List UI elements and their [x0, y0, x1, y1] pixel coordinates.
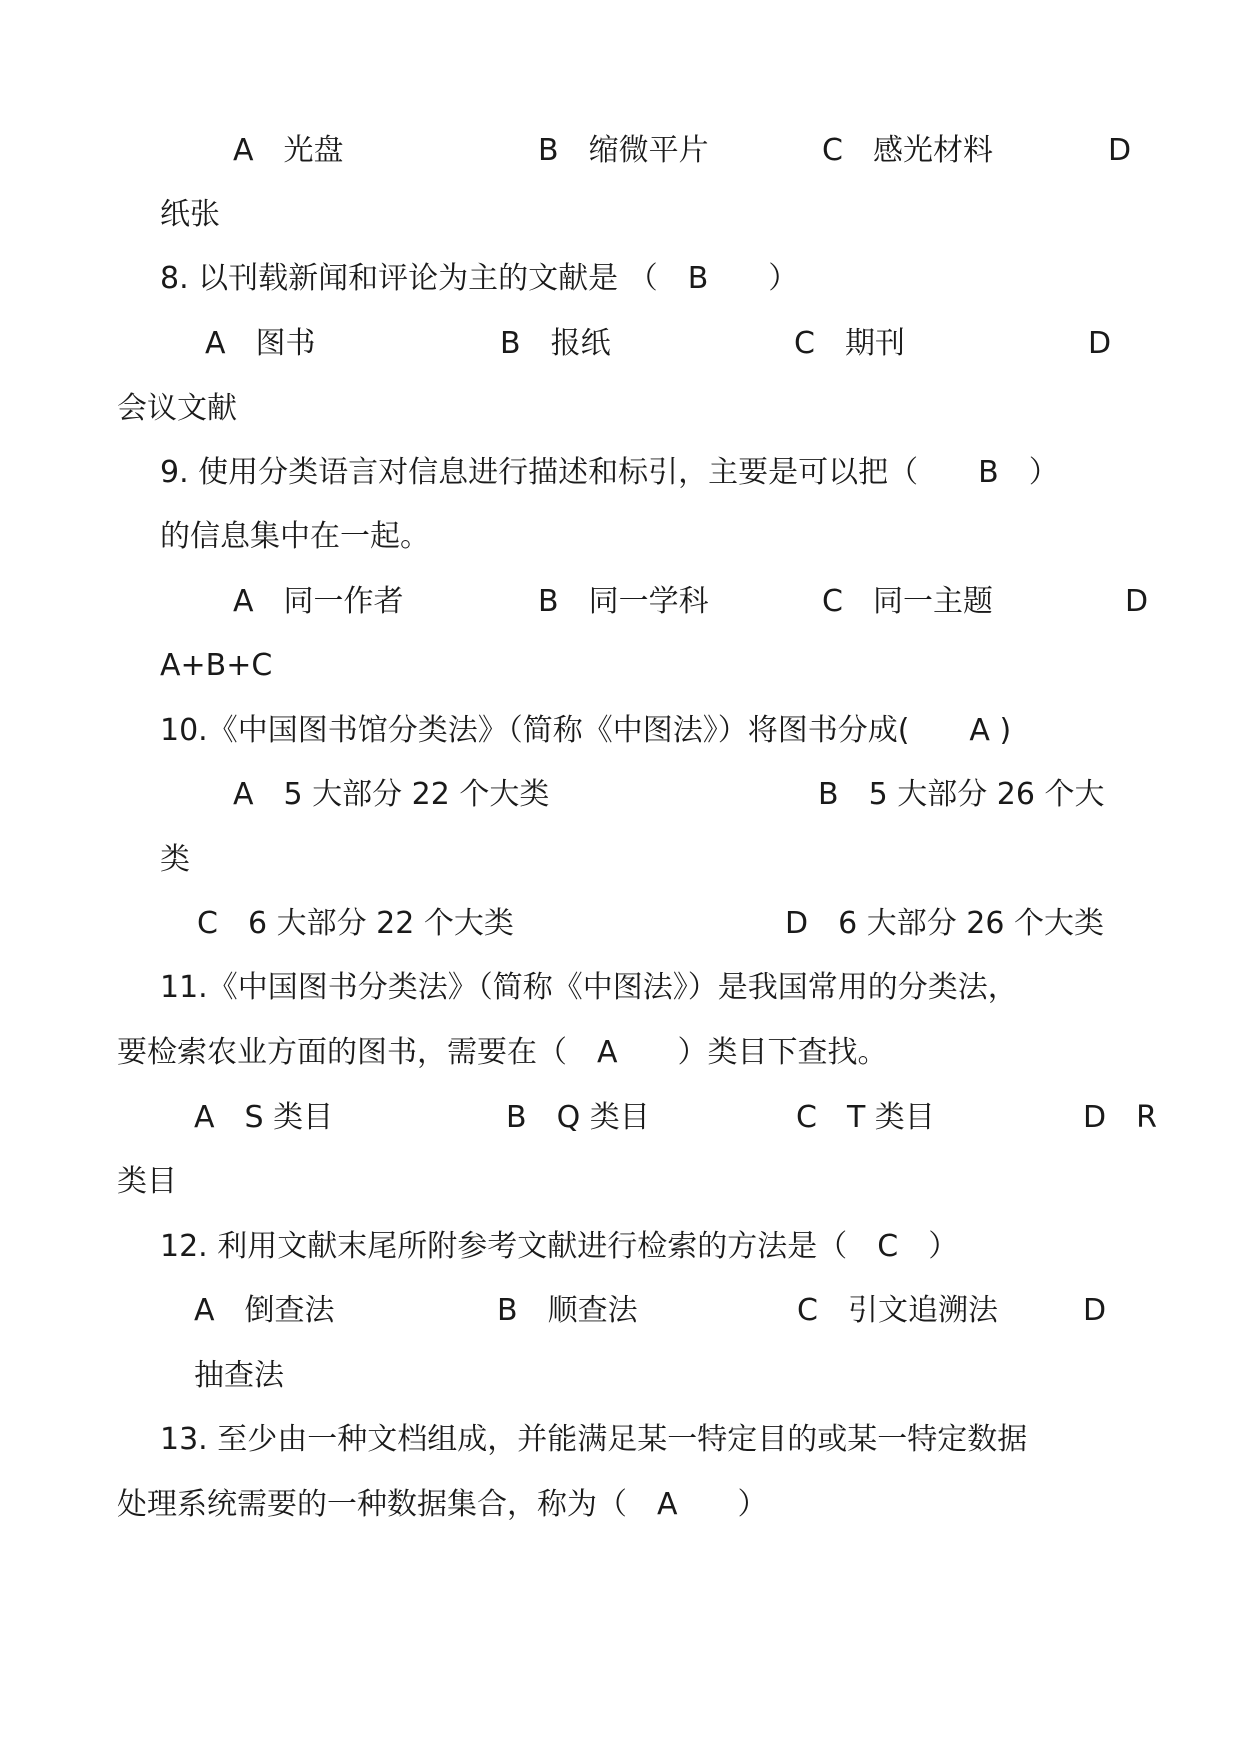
q11-stem-line1: 11.《中国图书分类法》（简称《中图法》）是我国常用的分类法， [160, 970, 1018, 1005]
q8-option-d: D [1088, 326, 1112, 361]
q11-option-d: D R [1083, 1100, 1157, 1135]
q7-option-c: C 感光材料 [822, 133, 993, 168]
q8-stem: 8. 以刊载新闻和评论为主的文献是 （ B ） [160, 261, 799, 296]
q9-option-a: A 同一作者 [233, 584, 404, 619]
q10-option-d: D 6 大部分 26 个大类 [785, 906, 1104, 941]
q9-option-c: C 同一主题 [822, 584, 993, 619]
q11-option-d-text: 类目 [117, 1164, 177, 1199]
q8-option-c: C 期刊 [794, 326, 905, 361]
q10-option-a: A 5 大部分 22 个大类 [233, 777, 550, 812]
q10-option-b-cont: 类 [160, 842, 190, 877]
q10-stem: 10.《中国图书馆分类法》（简称《中图法》）将图书分成( A ) [160, 713, 1012, 748]
q7-option-a: A 光盘 [233, 133, 344, 168]
q12-option-a: A 倒查法 [194, 1293, 335, 1328]
q12-stem: 12. 利用文献末尾所附参考文献进行检索的方法是（ C ） [160, 1229, 959, 1264]
q9-option-d-text: A+B+C [160, 648, 273, 683]
q11-option-c: C T 类目 [796, 1100, 935, 1135]
q9-option-d: D [1125, 584, 1149, 619]
q8-option-b: B 报纸 [500, 326, 611, 361]
q11-option-a: A S 类目 [194, 1100, 334, 1135]
q11-option-b: B Q 类目 [506, 1100, 650, 1135]
q10-option-b: B 5 大部分 26 个大 [818, 777, 1105, 812]
q11-stem-line2: 要检索农业方面的图书，需要在（ A ）类目下查找。 [117, 1035, 888, 1070]
q9-stem-line2: 的信息集中在一起。 [160, 519, 430, 554]
q9-stem-line1: 9. 使用分类语言对信息进行描述和标引，主要是可以把（ B ） [160, 455, 1059, 490]
q13-stem-line1: 13. 至少由一种文档组成，并能满足某一特定目的或某一特定数据 [160, 1422, 1028, 1457]
q7-option-d: D [1108, 133, 1132, 168]
q12-option-d: D [1083, 1293, 1107, 1328]
q8-option-a: A 图书 [205, 326, 316, 361]
q10-option-c: C 6 大部分 22 个大类 [197, 906, 514, 941]
q12-option-d-text: 抽查法 [194, 1358, 284, 1393]
q7-option-d-text: 纸张 [160, 197, 220, 232]
q12-option-c: C 引文追溯法 [797, 1293, 998, 1328]
q7-option-b: B 缩微平片 [538, 133, 709, 168]
q13-stem-line2: 处理系统需要的一种数据集合，称为（ A ） [117, 1487, 768, 1522]
q9-option-b: B 同一学科 [538, 584, 709, 619]
q12-option-b: B 顺查法 [497, 1293, 638, 1328]
q8-option-d-text: 会议文献 [117, 391, 237, 426]
